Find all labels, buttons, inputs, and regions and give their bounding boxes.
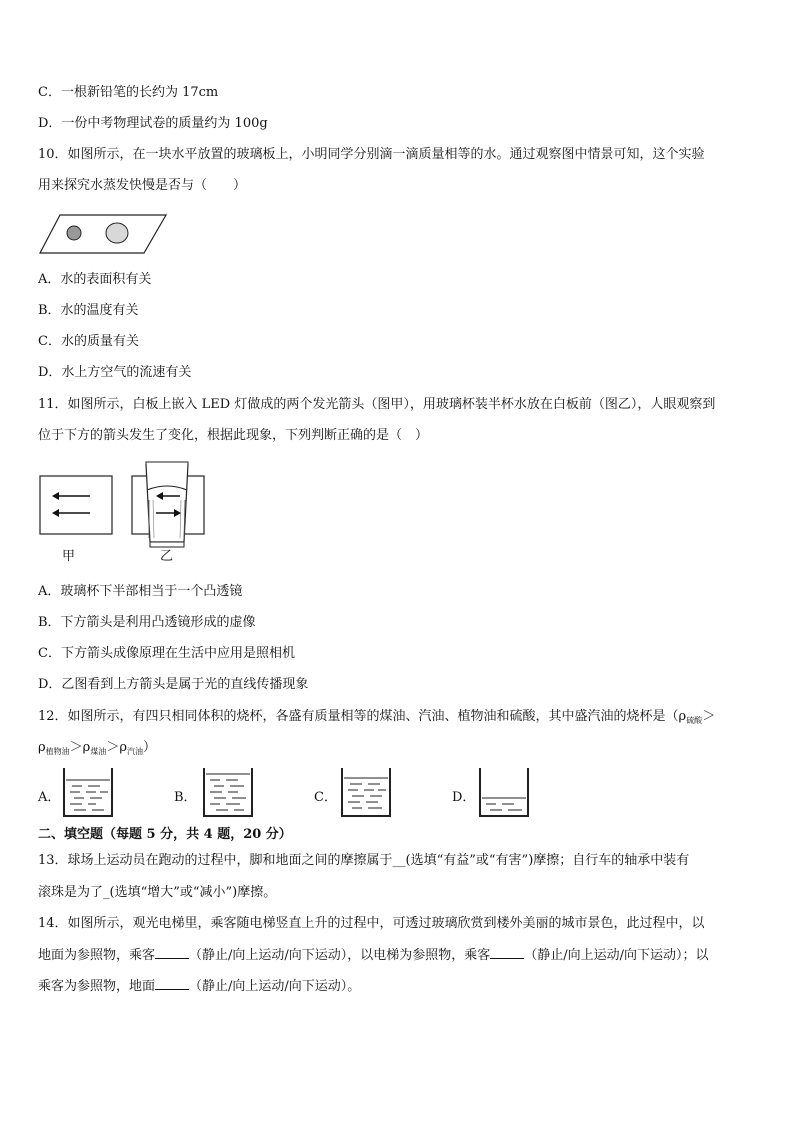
section-2-heading: 二、填空题（每题 5 分，共 4 题，20 分） [38,827,292,842]
glass-plate-shape [40,215,166,253]
whiteboard-jia [40,476,112,534]
beaker-label-c: C． [314,790,337,805]
question-11-option-c: C．下方箭头成像原理在生活中应用是照相机 [38,646,295,661]
greater-than-rho: ＞ρ [106,740,127,755]
question-14-text: （静止/向上运动/向下运动），以电梯为参照物，乘客 [189,948,491,963]
beaker-a [60,766,116,822]
question-10-line-1: 10．如图所示，在一块水平放置的玻璃板上，小明同学分别滴一滴质量相等的水。通过观察图中情景可知，这个实验 [38,147,705,162]
arrow-left-icon [52,509,59,517]
question-14-text: 地面为参照物，乘客 [38,948,156,963]
question-12-line-1 [38,708,715,727]
subscript-kerosene: 煤油 [90,747,107,756]
beaker-label-a: A． [38,790,61,805]
arrow-left-icon [52,492,59,500]
closing-paren: ） [142,740,156,755]
subscript-gasoline: 汽油 [126,747,143,756]
question-14-text: 乘客为参照物，地面 [38,979,156,994]
figure-label-yi: 乙 [160,549,174,564]
answer-blank-3[interactable] [155,977,189,990]
beaker-d [476,766,532,822]
question-10-option-b: B．水的温度有关 [38,303,139,318]
question-13-line-2: 滚珠是为了_(选填“增大”或“减小”)摩擦。 [38,885,277,900]
subscript-sulfuric-acid: 硫酸 [686,716,703,725]
question-11-option-a: A．玻璃杯下半部相当于一个凸透镜 [38,584,243,599]
question-11-line-1: 11．如图所示，白板上嵌入 LED 灯做成的两个发光箭头（图甲），用玻璃杯装半杯水放在白板前（图乙），人眼观察到 [38,397,716,412]
greater-than-sign: ＞ [702,709,716,724]
question-13-line-1: 13．球场上运动员在跑动的过程中，脚和地面之间的摩擦属于__(选填“有益”或“有害”)摩擦；自行车的轴承中装有 [38,853,690,868]
small-water-drop [67,226,81,240]
beaker-b [200,766,256,822]
glass-cup-shape [146,464,188,542]
question-11-option-d: D．乙图看到上方箭头是属于光的直线传播现象 [38,677,309,692]
question-10-figure [38,213,168,255]
question-14-line-1: 14．如图所示，观光电梯里，乘客随电梯竖直上升的过程中，可透过玻璃欣赏到楼外美丽的城市景色，此过程中，以 [38,916,705,931]
question-14-line-2 [38,946,709,965]
subscript-vegetable-oil: 植物油 [45,747,70,756]
question-10-line-2: 用来探究水蒸发快慢是否与（ ） [38,178,247,193]
answer-blank-1[interactable] [155,946,189,959]
greater-than-rho: ＞ρ [69,740,91,755]
question-11-line-2: 位于下方的箭头发生了变化，根据此现象，下列判断正确的是（ ） [38,428,429,443]
large-water-drop [106,223,128,243]
option-d-line: D．一份中考物理试卷的质量约为 100g [38,116,268,131]
question-10-option-d: D．水上方空气的流速有关 [38,365,192,380]
option-c-line: C．一根新铅笔的长约为 17cm [38,85,219,100]
question-14-text: （静止/向上运动/向下运动）。 [189,979,361,994]
question-12-text: 12．如图所示，有四只相同体积的烧杯，各盛有质量相等的煤油、汽油、植物油和硫酸，其中盛汽油的烧杯是（ρ [38,709,687,724]
question-14-text: （静止/向上运动/向下运动）；以 [524,948,709,963]
figure-label-jia: 甲 [62,549,76,564]
rho-symbol: ρ [38,740,46,755]
question-11-option-b: B．下方箭头是利用凸透镜形成的虚像 [38,615,256,630]
question-10-option-c: C．水的质量有关 [38,334,139,349]
question-14-line-3 [38,977,360,996]
beaker-c [338,766,394,822]
answer-blank-2[interactable] [490,946,524,959]
beaker-label-d: D． [452,790,476,805]
question-10-option-a: A．水的表面积有关 [38,272,152,287]
beaker-label-b: B． [174,790,197,805]
question-12-line-2 [38,739,156,758]
